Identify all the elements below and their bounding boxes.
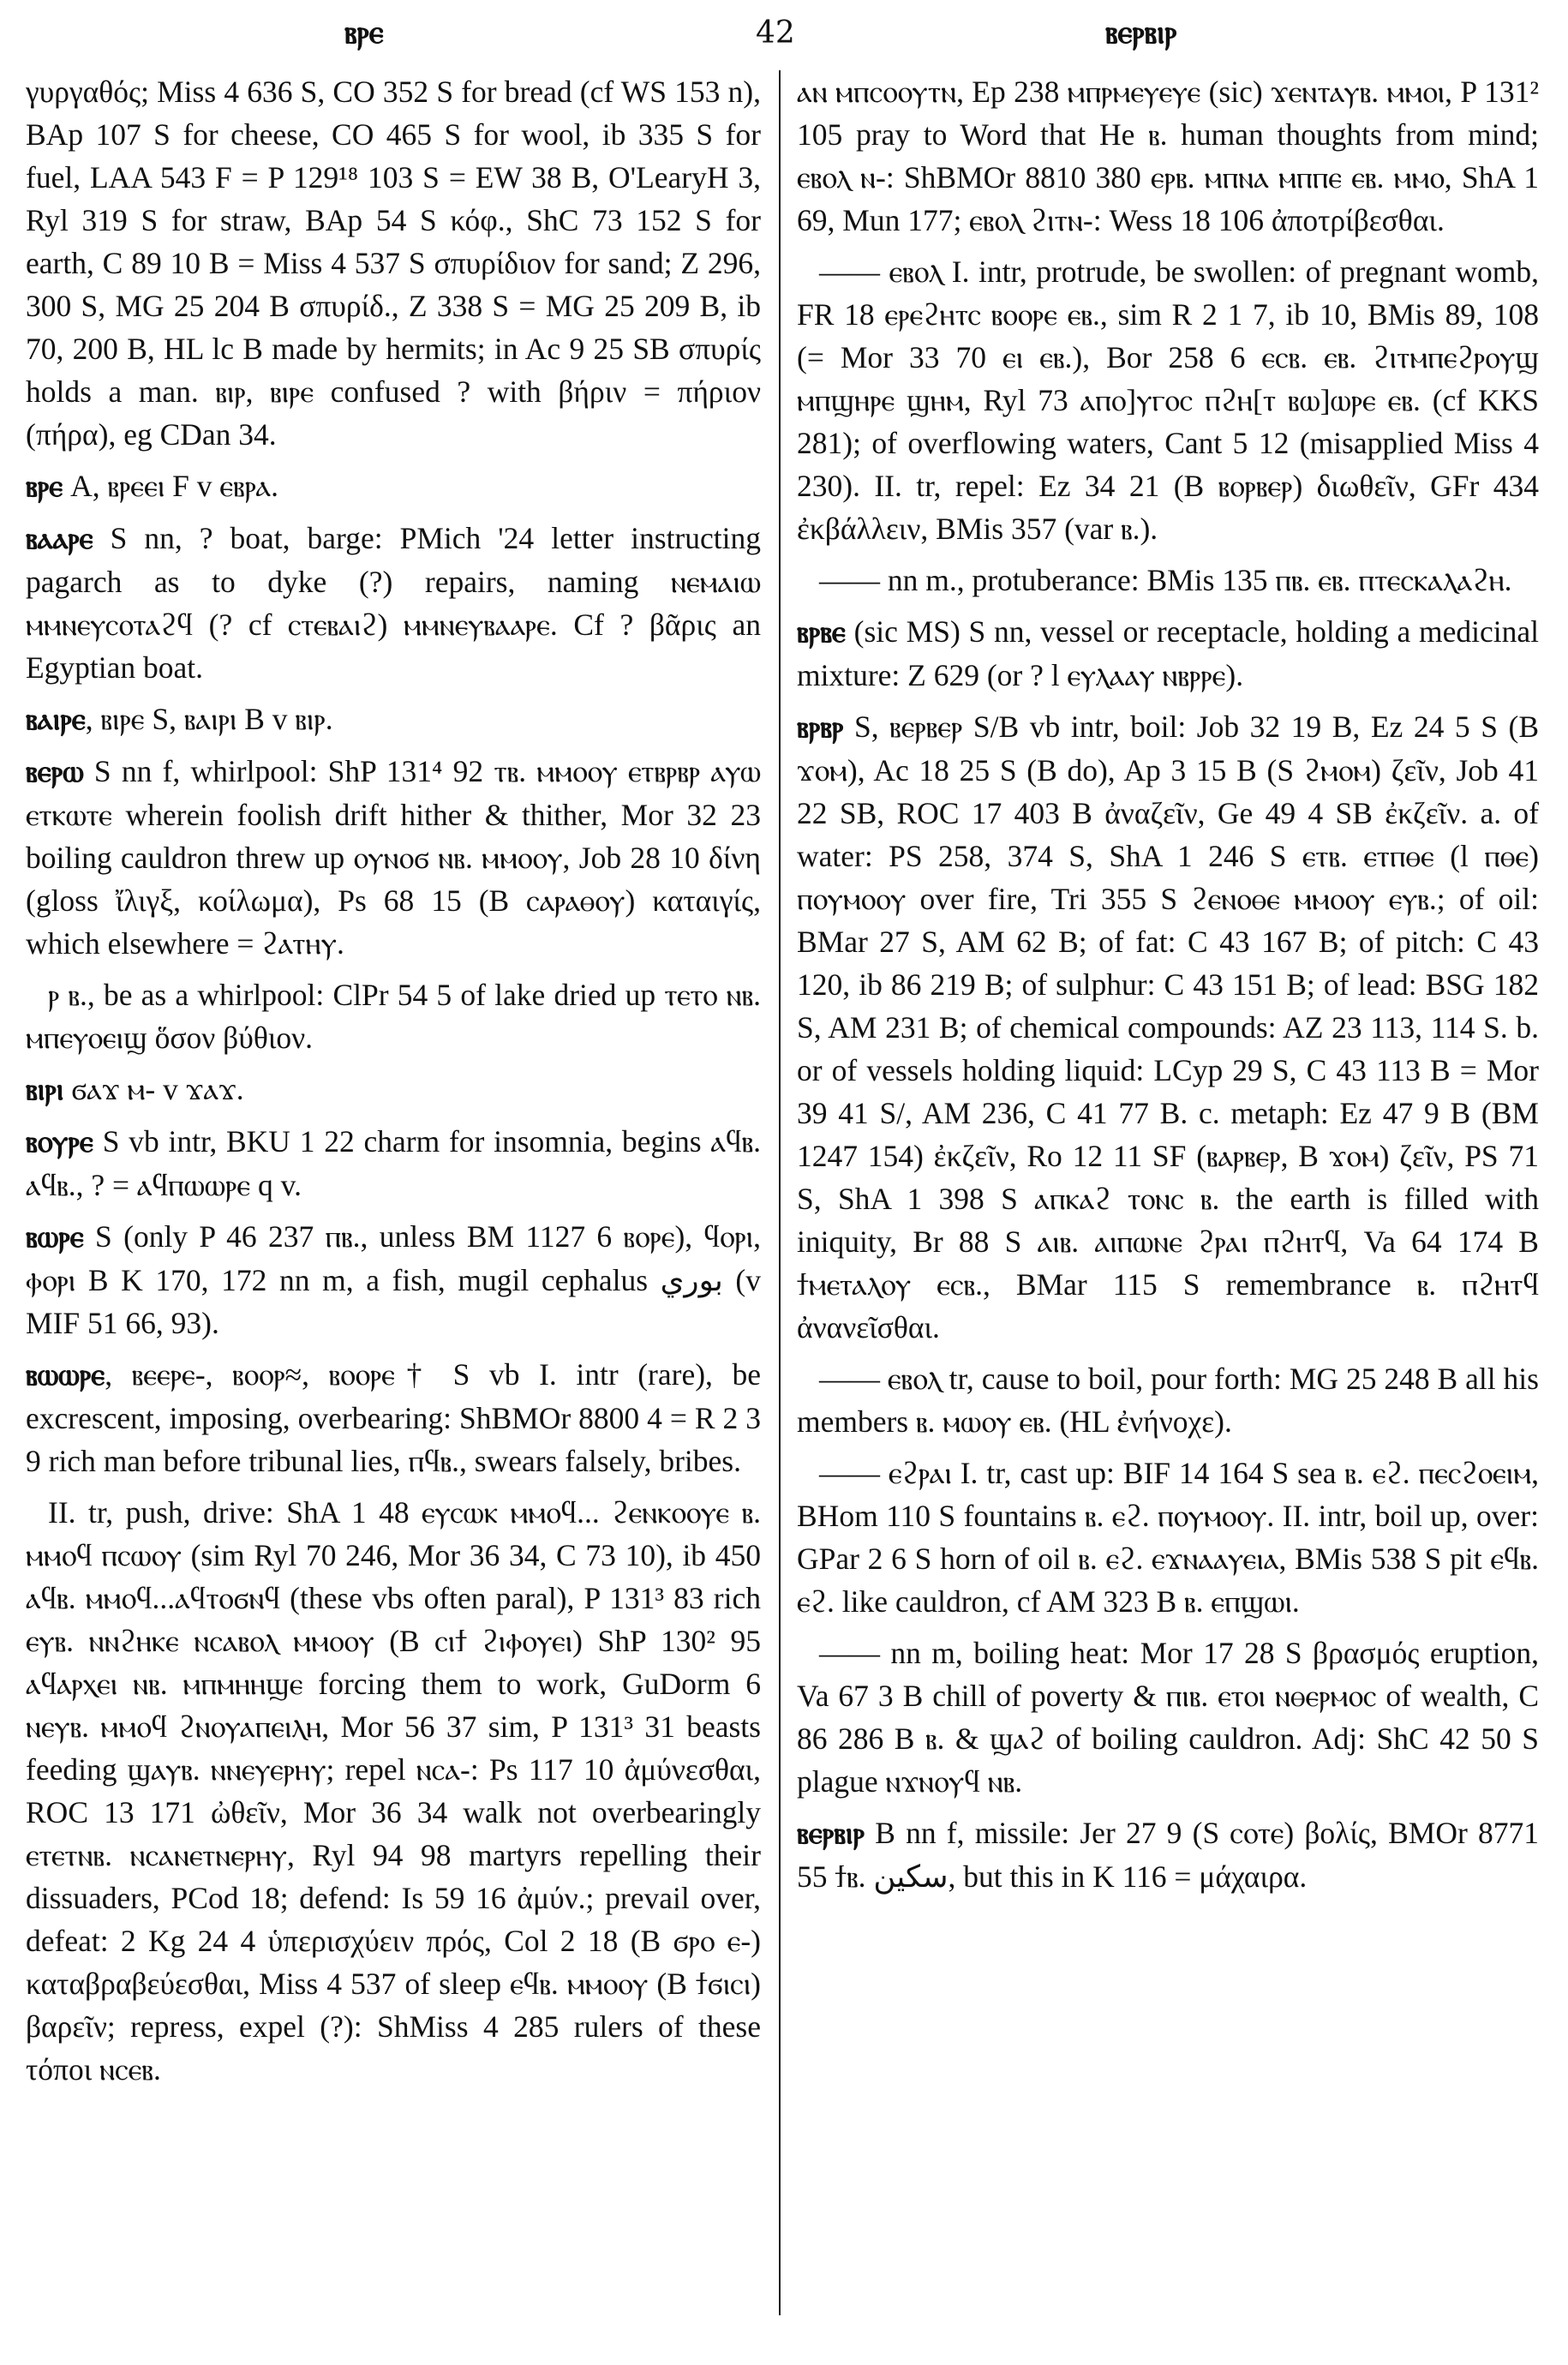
entry-paragraph xyxy=(797,1357,1539,1443)
entry-paragraph xyxy=(797,559,1539,602)
entry-text: S nn, ? boat, barge: PMich '24 letter instructing pagarch as to dyke (?) repairs, naming ⲛⲉⲙⲁⲓⲱ ⲙⲙⲛⲉⲩⲥⲟⲧⲁϩϥ (? cf ⲥⲧⲉⲃⲁⲓϩ) ⲙⲙⲛⲉⲩⲃⲁⲁⲣⲉ. Cf ? βᾶρις an Egyptian boat. xyxy=(26,521,761,685)
entry-headword: ⲃⲓⲣⲓ xyxy=(26,1072,64,1107)
entry-text: —— ⲉⲃⲟⲗ tr, cause to boil, pour forth: MG 25 248 B all his members ⲃ. ⲙⲱⲟⲩ ⲉⲃ. (HL ἐνήνοχε). xyxy=(797,1362,1539,1439)
entry-headword: ⲃⲉⲣⲃⲓⲣ xyxy=(797,1816,865,1851)
entry-text: , ⲃⲉⲉⲣⲉ-, ⲃⲟⲟⲣ≈, ⲃⲟⲟⲣⲉ† S vb I. intr (rare), be excrescent, imposing, overbearing: ShBMOr 8800 4 = R 2 3 9 rich man before tribunal lies, ⲡϥⲃ., swears falsely, bribes. xyxy=(26,1357,761,1478)
dictionary-entry xyxy=(26,750,761,965)
column-divider xyxy=(779,70,781,2315)
entry-paragraph xyxy=(26,70,761,456)
entry-text: S, ⲃⲉⲣⲃⲉⲣ S/B vb intr, boil: Job 32 19 B, Ez 24 5 S (B ϫⲟⲙ), Ac 18 25 S (B do), Ap 3 15 B (S ϩⲙⲟⲙ) ζεῖν, Job 41 22 SB, ROC 17 403 B ἀναζεῖν, Ge 49 4 SB ἐκζεῖν. a. of water: PS 258, 374 S, ShA 1 246 S ⲉⲧⲃ. ⲉⲧⲡⲑⲉ (l ⲡⲑⲉ) ⲡⲟⲩⲙⲟⲟⲩ over fire, Tri 355 S ϩⲉⲛⲟⲑⲉ ⲙⲙⲟⲟⲩ ⲉⲩⲃ.; of oil: BMar 27 S, AM 62 B; of fat: C 43 167 B; of pitch: C 43 120, ib 86 219 B; of sulphur: C 43 151 B; of lead: BSG 182 S, AM 231 B; of chemical compounds: AZ 23 113, 114 S. b. or of vessels holding liquid: LCyp 29 S, C 43 113 B = Mor 39 41 S/, AM 236, C 41 77 B. c. metaph: Ez 47 9 B (BM 1247 154) ἐκζεῖν, Ro 12 11 SF (ⲃⲁⲣⲃⲉⲣ, B ϫⲟⲙ) ζεῖν, PS 71 S, ShA 1 398 S ⲁⲡⲕⲁϩ ⲧⲟⲛⲥ ⲃ. the earth is filled with iniquity, Br 88 S ⲁⲓⲃ. ⲁⲓⲡⲱⲛⲉ ϩⲣⲁⲓ ⲡϩⲏⲧϥ, Va 64 174 B ϯⲙⲉⲧⲁⲗⲟⲩ ⲉⲥⲃ., BMar 115 S remembrance ⲃ. ⲡϩⲏⲧϥ ἀνανεῖσθαι. xyxy=(797,710,1539,1344)
running-head-left: ⲃⲣⲉ xyxy=(344,12,384,51)
dictionary-entry xyxy=(26,1353,761,1482)
entry-text: ϭⲁϫ ⲙ- v ϫⲁϫ. xyxy=(63,1072,244,1106)
entry-text: —— nn m., protuberance: BMis 135 ⲡⲃ. ⲉⲃ. ⲡⲧⲉⲥⲕⲁⲗⲁϩⲏ. xyxy=(819,563,1512,597)
entry-text: A, ⲃⲣⲉⲉⲓ F v ⲉⲃⲣⲁ. xyxy=(63,469,279,503)
entry-text: ⲁⲛ ⲙⲡⲥⲟⲟⲩⲧⲛ, Ep 238 ⲙⲡⲣⲙⲉⲩⲉⲩⲉ (sic) ϫⲉⲛⲧⲁⲩⲃ. ⲙⲙⲟⲓ, P 131² 105 pray to Word that He ⲃ. human thoughts from mind; ⲉⲃⲟⲗ ⲛ-: ShBMOr 8810 380 ⲉⲣⲃ. ⲙⲡⲛⲁ ⲙⲡⲡⲉ ⲉⲃ. ⲙⲙⲟ, ShA 1 69, Mun 177; ⲉⲃⲟⲗ ϩⲓⲧⲛ-: Wess 18 106 ἀποτρίβεσθαι. xyxy=(797,75,1539,237)
entry-headword: ⲃⲉⲣⲱ xyxy=(26,754,84,789)
entry-headword: ⲃⲁⲓⲣⲉ xyxy=(26,702,86,737)
entry-text: (sic MS) S nn, vessel or receptacle, holding a medicinal mixture: Z 629 (or ? l ⲉⲩⲗⲁⲁⲩ ⲛⲃⲣⲣⲉ). xyxy=(797,614,1539,692)
entry-paragraph xyxy=(797,1632,1539,1803)
entry-headword: ⲃⲁⲁⲣⲉ xyxy=(26,521,93,556)
dictionary-entry xyxy=(797,1811,1539,1898)
entry-paragraph xyxy=(797,70,1539,242)
entry-headword: ⲃⲟⲩⲣⲉ xyxy=(26,1124,93,1159)
dictionary-entry xyxy=(26,517,761,689)
entry-paragraph xyxy=(26,973,761,1059)
entry-text: S nn f, whirlpool: ShP 131⁴ 92 ⲧⲃ. ⲙⲙⲟⲟⲩ ⲉⲧⲃⲣⲃⲣ ⲁⲩⲱ ⲉⲧⲕⲱⲧⲉ wherein foolish drift hither & thither, Mor 32 23 boiling cauldron threw up ⲟⲩⲛⲟϭ ⲛⲃ. ⲙⲙⲟⲟⲩ, Job 28 10 δίνη (gloss ἴλιγξ, κοίλωμα), Ps 68 15 (B ⲥⲁⲣⲁⲑⲟⲩ) καταιγίς, which elsewhere = ϩⲁⲧⲏⲩ. xyxy=(26,754,761,961)
entry-paragraph xyxy=(797,250,1539,550)
entry-headword: ⲃⲣⲉ xyxy=(26,469,63,504)
entry-text: ⲣ ⲃ., be as a whirlpool: ClPr 54 5 of lake dried up ⲧⲉⲧⲟ ⲛⲃ. ⲙⲡⲉⲩⲟⲉⲓϣ ὅσον βύθιον. xyxy=(26,978,761,1055)
entry-text: S vb intr, BKU 1 22 charm for insomnia, begins ⲁϥⲃ. ⲁϥⲃ., ? = ⲁϥⲡⲱⲱⲣⲉ q v. xyxy=(26,1124,761,1202)
entry-text: II. tr, push, drive: ShA 1 48 ⲉⲩⲥⲱⲕ ⲙⲙⲟϥ... ϩⲉⲛⲕⲟⲟⲩⲉ ⲃ. ⲙⲙⲟϥ ⲡⲥⲱⲟⲩ (sim Ryl 70 246, Mor 36 34, C 73 10), ib 450 ⲁϥⲃ. ⲙⲙⲟϥ...ⲁϥⲧⲟϭⲛϥ (these vbs often paral), P 131³ 83 rich ⲉⲩⲃ. ⲛⲛϩⲏⲕⲉ ⲛⲥⲁⲃⲟⲗ ⲙⲙⲟⲟⲩ (B ⲥⲓϯ ϩⲓⲫⲟⲩⲉⲓ) ShP 130² 95 ⲁϥⲁⲣⲭⲉⲓ ⲛⲃ. ⲙⲡⲙⲏⲏϣⲉ forcing them to work, GuDorm 6 ⲛⲉⲩⲃ. ⲙⲙⲟϥ ϩⲛⲟⲩⲁⲡⲉⲓⲗⲏ, Mor 56 37 sim, P 131³ 31 beasts feeding ϣⲁⲩⲃ. ⲛⲛⲉⲩⲉⲣⲏⲩ; repel ⲛⲥⲁ-: Ps 117 10 ἀμύνεσθαι, ROC 13 171 ὠθεῖν, Mor 36 34 walk not overbearingly ⲉⲧⲉⲧⲛⲃ. ⲛⲥⲁⲛⲉⲧⲛⲉⲣⲏⲩ, Ryl 94 98 martyrs repelling their dissuaders, PCod 18; defend: Is 59 16 ἀμύν.; prevail over, defeat: 2 Kg 24 4 ὑπερισχύειν πρός, Col 2 18 (B ϭⲣⲟ ⲉ-) καταβραβεύεσθαι, Miss 4 537 of sleep ⲉϥⲃ. ⲙⲙⲟⲟⲩ (B ϯϭⲓⲥⲓ) βαρεῖν; repress, expel (?): ShMiss 4 285 rulers of these τόποι ⲛⲥⲉⲃ. xyxy=(26,1495,761,2087)
entry-text: B nn f, missile: Jer 27 9 (S ⲥⲟⲧⲉ) βολίς, BMOr 8771 55 ϯⲃ. سكين, but this in K 116 = μάχαιρα. xyxy=(797,1816,1539,1894)
right-column xyxy=(797,70,1539,1907)
dictionary-entry xyxy=(26,1215,761,1344)
entry-text: S (only P 46 237 ⲡⲃ., unless BM 1127 6 ⲃⲟⲣⲉ), ϥⲟⲣⲓ, ⲫⲟⲣⲓ B K 170, 172 nn m, a fish, mugil cephalus بوري (v MIF 51 66, 93). xyxy=(26,1219,761,1340)
entry-text: —— ⲉⲃⲟⲗ I. intr, protrude, be swollen: of pregnant womb, FR 18 ⲉⲣⲉϩⲏⲧⲥ ⲃⲟⲟⲣⲉ ⲉⲃ., sim R 2 1 7, ib 10, BMis 89, 108 (= Mor 33 70 ⲉⲓ ⲉⲃ.), Bor 258 6 ⲉⲥⲃ. ⲉⲃ. ϩⲓⲧⲙⲡⲉϩⲣⲟⲩϣ ⲙⲡϣⲏⲣⲉ ϣⲏⲙ, Ryl 73 ⲁⲡⲟ]ⲩⲅⲟⲥ ⲡϩⲏ[ⲧ ⲃⲱ]ⲱⲣⲉ ⲉⲃ. (cf KKS 281); of overflowing waters, Cant 5 12 (misapplied Miss 4 230). II. tr, repel: Ez 34 21 (B ⲃⲟⲣⲃⲉⲣ) διωθεῖν, GFr 434 ἐκβάλλειν, BMis 357 (var ⲃ.). xyxy=(797,254,1539,546)
entry-paragraph xyxy=(797,1452,1539,1623)
dictionary-entry xyxy=(797,705,1539,1349)
entry-headword: ⲃⲣⲃⲉ xyxy=(797,614,846,650)
running-head-right: ⲃⲉⲣⲃⲓⲣ xyxy=(1105,12,1177,51)
entry-paragraph xyxy=(26,1491,761,2091)
entry-text: —— nn m, boiling heat: Mor 17 28 S βρασμός eruption, Va 67 3 B chill of poverty & ⲡⲓⲃ. ⲉⲧⲟⲓ ⲛⲑⲉⲣⲙⲟⲥ of wealth, C 86 286 B ⲃ. & ϣⲁϩ of boiling cauldron. Adj: ShC 42 50 S plague ⲛϫⲛⲟⲩϥ ⲛⲃ. xyxy=(797,1636,1539,1799)
entry-headword: ⲃⲱⲣⲉ xyxy=(26,1219,84,1254)
entry-text: —— ⲉϩⲣⲁⲓ I. tr, cast up: BIF 14 164 S sea ⲃ. ⲉϩ. ⲡⲉⲥϩⲟⲉⲓⲙ, BHom 110 S fountains ⲃ. ⲉϩ. ⲡⲟⲩⲙⲟⲟⲩ. II. intr, boil up, over: GPar 2 6 S horn of oil ⲃ. ⲉϩ. ⲉϫⲛⲁⲁⲩⲉⲓⲁ, BMis 538 S pit ⲉϥⲃ. ⲉϩ. like cauldron, cf AM 323 B ⲃ. ⲉⲡϣⲱⲓ. xyxy=(797,1456,1539,1619)
dictionary-entry xyxy=(26,464,761,508)
entry-headword: ⲃⲱⲱⲣⲉ xyxy=(26,1357,105,1392)
entry-text: γυργαθός; Miss 4 636 S, CO 352 S for bread (cf WS 153 n), BAp 107 S for cheese, CO 465 S for wool, ib 335 S for fuel, LAA 543 F = P 129¹⁸ 103 S = EW 38 B, O'LearyH 3, Ryl 319 S for straw, BAp 54 S κόφ., ShC 73 152 S for earth, C 89 10 B = Miss 4 537 S σπυρίδιον for sand; Z 296, 300 S, MG 25 204 B σπυρίδ., Z 338 S = MG 25 209 B, ib 70, 200 B, HL lc B made by hermits; in Ac 9 25 SB σπυρίς holds a man. ⲃⲓⲣ, ⲃⲓⲣⲉ confused ? with βήριν = πήριον (πήρα), eg CDan 34. xyxy=(26,75,761,452)
dictionary-entry xyxy=(26,1068,761,1111)
entry-text: , ⲃⲓⲣⲉ S, ⲃⲁⲓⲣⲓ B v ⲃⲓⲣ. xyxy=(85,702,333,736)
left-column xyxy=(26,70,761,2099)
dictionary-entry xyxy=(797,610,1539,697)
entry-headword: ⲃⲣⲃⲣ xyxy=(797,710,844,745)
page-number: 42 xyxy=(756,15,795,51)
dictionary-entry xyxy=(26,698,761,741)
dictionary-entry xyxy=(26,1120,761,1206)
